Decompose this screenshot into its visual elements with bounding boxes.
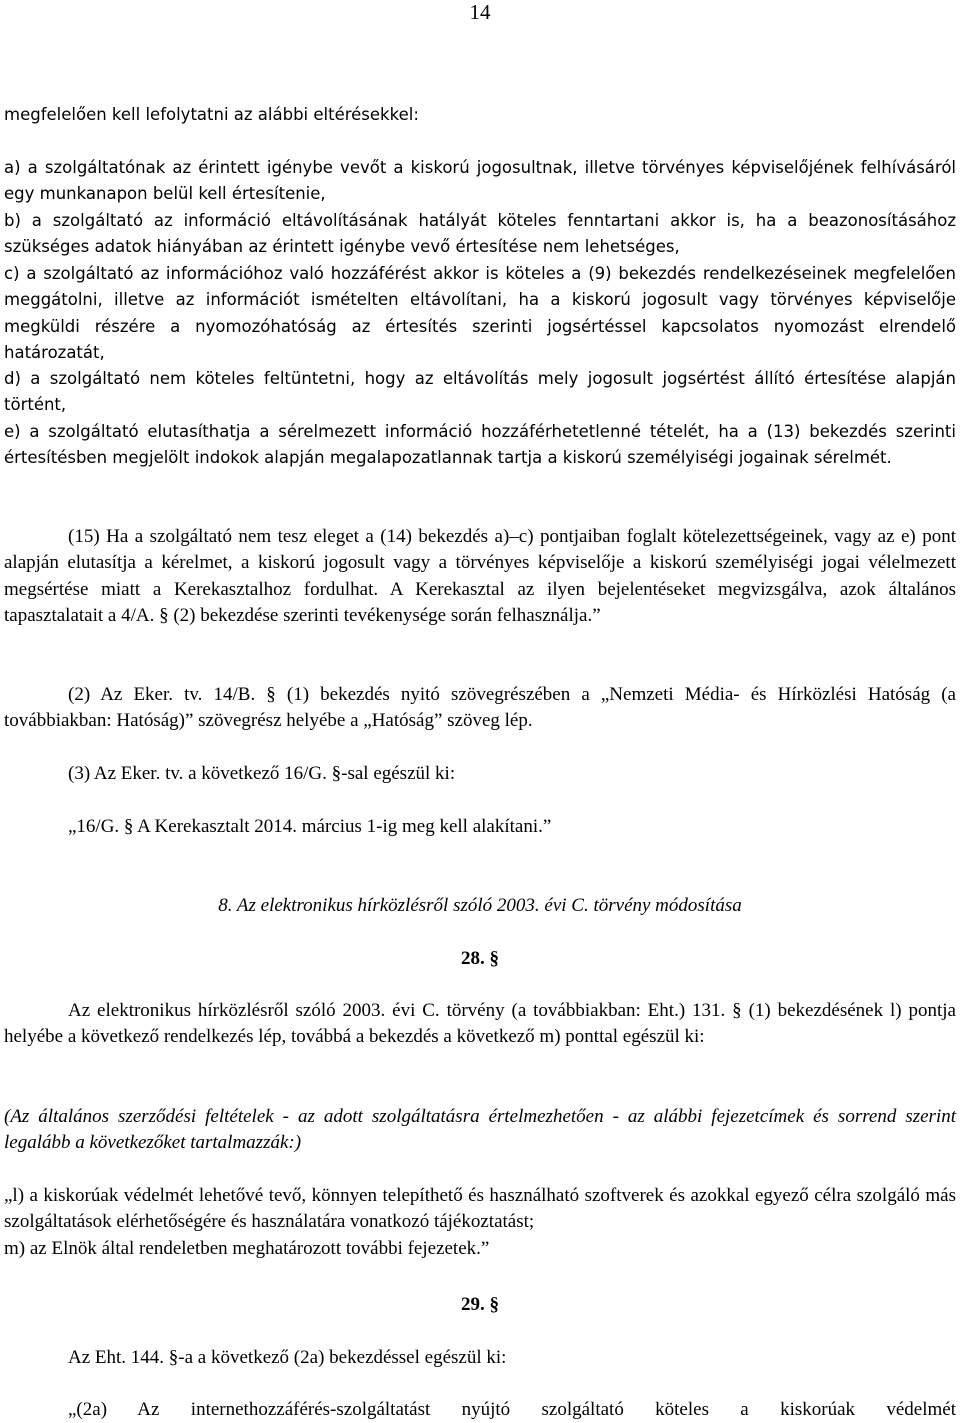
item-l: „l) a kiskorúak védelmét lehetővé tevő, könnyen telepíthető és használható szoftverek és azokkal egyező célra szolgáló más szolgáltatások elérhetőségére és használatára vonatkozó tájékoztatást;: [4, 1185, 956, 1233]
paragraph-3: (3) Az Eker. tv. a következő 16/G. §-sal egészül ki:: [68, 763, 456, 784]
section-heading-text: 8. Az elektronikus hírközlésről szóló 2003. évi C. törvény módosítása: [218, 895, 742, 916]
page-number: 14: [469, 0, 491, 24]
paragraph-2a: „(2a) Az internethozzáférés-szolgáltatást nyújtó szolgáltató köteles a kiskorúak védelmét: [68, 1399, 956, 1420]
intro-line: megfelelően kell lefolytatni az alábbi eltérésekkel:: [4, 105, 419, 124]
paragraph-italic-preamble: (Az általános szerződési feltételek - az adott szolgáltatásra értelmezhetően - az alábbi fejezetcímek és sorrend szerint legalább a következőket tartalmazzák:): [4, 1106, 956, 1154]
list-item-c: c) a szolgáltató az információhoz való hozzáférést akkor is köteles a (9) bekezdés rendelkezéseinek megfelelően meggátolni, illetve az információt ismételten eltávolítani, ha a kiskorú jogosult vagy törvényes képviselője megküldi részére a nyomozóhatóság az értesítés szerinti jogsértéssel kapcsolatos nyomozást elrendelő határozatát,: [4, 264, 956, 362]
list-item-b: b) a szolgáltató az információ eltávolításának hatályát köteles fenntartani akkor is, ha a beazonosításához szükséges adatok hiányában az érintett igénybe vevő értesítése nem lehetséges,: [4, 211, 956, 257]
paragraph-2: (2) Az Eker. tv. 14/B. § (1) bekezdés nyitó szövegrészében a „Nemzeti Média- és Hírközlési Hatóság (a továbbiakban: Hatóság)” szövegrész helyébe a „Hatóság” szöveg lép.: [4, 684, 956, 732]
paragraph-eht-131: Az elektronikus hírközlésről szóló 2003. évi C. törvény (a továbbiakban: Eht.) 131. § (1) bekezdésének l) pontja helyébe a következő rendelkezés lép, továbbá a bekezdés a következő m) ponttal egészül ki:: [4, 1000, 956, 1048]
paragraph-15: (15) Ha a szolgáltató nem tesz eleget a (14) bekezdés a)–c) pontjaiban foglalt kötelezettségeinek, vagy az e) pont alapján elutasítja a kérelmet, a kiskorú jogosult vagy a törvényes képviselője a kiskorú személyiségi jogai vélelmezett megsértése miatt a Kerekasztalhoz fordulhat. A Kerekasztal az ilyen bejelentéseket megvizsgálva, azok általános tapasztalatait a 4/A. § (2) bekezdése szerinti tevékenysége során felhasználja.”: [4, 526, 956, 626]
item-m: m) az Elnök által rendeletben meghatározott további fejezetek.”: [4, 1238, 490, 1259]
list-item-a: a) a szolgáltatónak az érintett igénybe vevőt a kiskorú jogosultnak, illetve törvényes képviselőjének felhívásáról egy munkanapon belül kell értesítenie,: [4, 158, 956, 204]
list-item-d: d) a szolgáltató nem köteles feltüntetni, hogy az eltávolítás mely jogosult jogsértést állító értesítése alapján történt,: [4, 369, 956, 415]
section-28-heading: 28. §: [461, 948, 499, 969]
section-heading: [4, 893, 956, 919]
section-29-heading: 29. §: [461, 1294, 499, 1315]
paragraph-eht-144: Az Eht. 144. §-a a következő (2a) bekezdéssel egészül ki:: [68, 1347, 507, 1368]
paragraph-16g: „16/G. § A Kerekasztalt 2014. március 1-ig meg kell alakítani.”: [68, 816, 552, 837]
list-item-e: e) a szolgáltató elutasíthatja a sérelmezett információ hozzáférhetetlenné tételét, ha a (13) bekezdés szerinti értesítésben megjelölt indokok alapján megalapozatlannak tartja a kiskorú személyiségi jogainak sérelmét.: [4, 422, 956, 468]
